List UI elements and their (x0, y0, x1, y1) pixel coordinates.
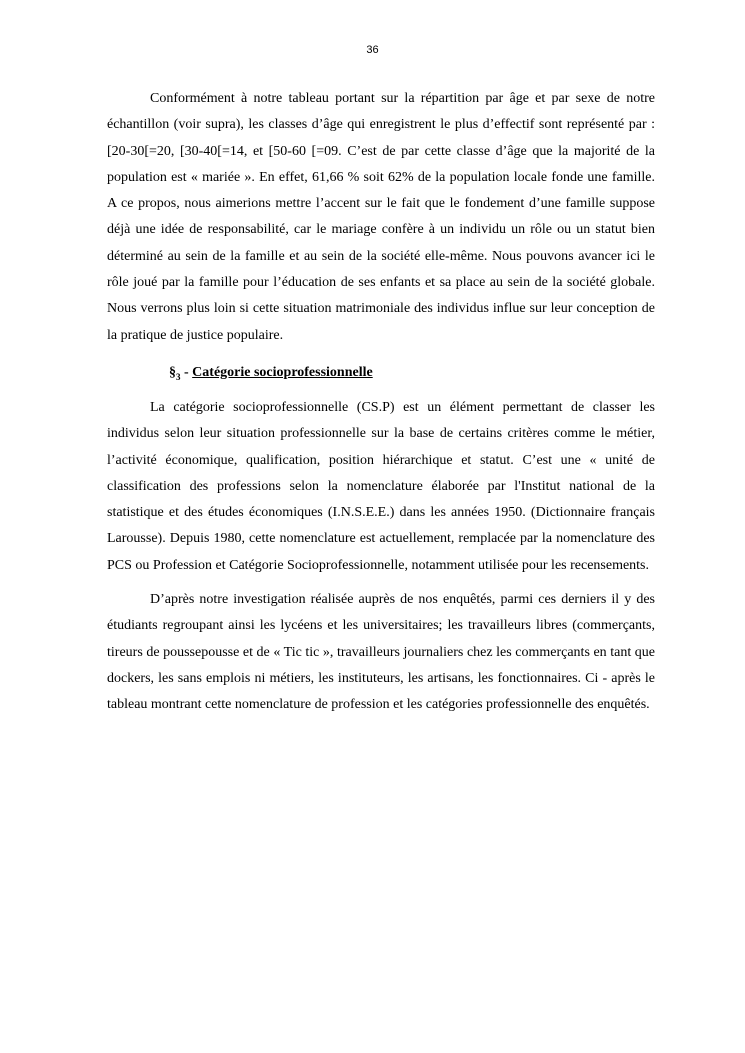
paragraph-csp-definition: La catégorie socioprofessionnelle (CS.P) est un élément permettant de classer les individus selon leur situation professionnelle sur la base de certains critères comme le métier, l’activité économique, qualification, position hiérarchique et statut. C’est une « unité de classification des professions selon la nomenclature élaborée par l'Institut national de la statistique et des études économiques (I.N.S.E.E.) dans les années 1950. (Dictionnaire français Larousse). Depuis 1980, cette nomenclature est actuellement, remplacée par la nomenclature des PCS ou Profession et Catégorie Socioprofessionnelle, notamment utilisée pour les recensements. (107, 399, 655, 573)
section-marker (169, 365, 181, 380)
paragraph-age-distribution: Conformément à notre tableau portant sur la répartition par âge et par sexe de notre échantillon (voir supra), les classes d’âge qui enregistrent le plus d’effectif sont représenté par : [20-30[=20, [30-40[=14, et [50-60 [=09. C’est de par cette classe d’âge que la majorité de la population est « mariée ». En effet, 61,66 % soit 62% de la population locale fonde une famille. A ce propos, nous aimerions mettre l’accent sur le fait que le fondement d’une famille suppose déjà une idée de responsabilité, car le mariage confère à un individu un rôle ou un statut bien déterminé au sein de la famille et au sein de la société elle-même. Nous pouvons avancer ici le rôle joué par la famille pour l’éducation de ses enfants et sa place au sein de la société globale. Nous verrons plus loin si cette situation matrimoniale des individus influe sur leur conception de la pratique de justice populaire. (107, 91, 655, 343)
section-title: Catégorie socioprofessionnelle (192, 364, 373, 380)
paragraph-investigation: D’après notre investigation réalisée auprès de nos enquêtés, parmi ces derniers il y des étudiants regroupant ainsi les lycéens et les universitaires; les travailleurs libres (commerçants, tireurs de poussepousse et de « Tic tic », travailleurs journaliers chez les commerçants en tant que dockers, les sans emplois ni métiers, les instituteurs, les artisans, les fonctionnaires. Ci - après le tableau montrant cette nomenclature de profession et les catégories professionnelle des enquêtés. (107, 592, 655, 713)
document-body (107, 86, 655, 719)
page-number: 36 (366, 44, 379, 56)
section-dash: - (180, 364, 193, 380)
section-symbol: § (169, 364, 176, 380)
section-index: 3 (176, 371, 181, 382)
section-heading (107, 363, 655, 383)
